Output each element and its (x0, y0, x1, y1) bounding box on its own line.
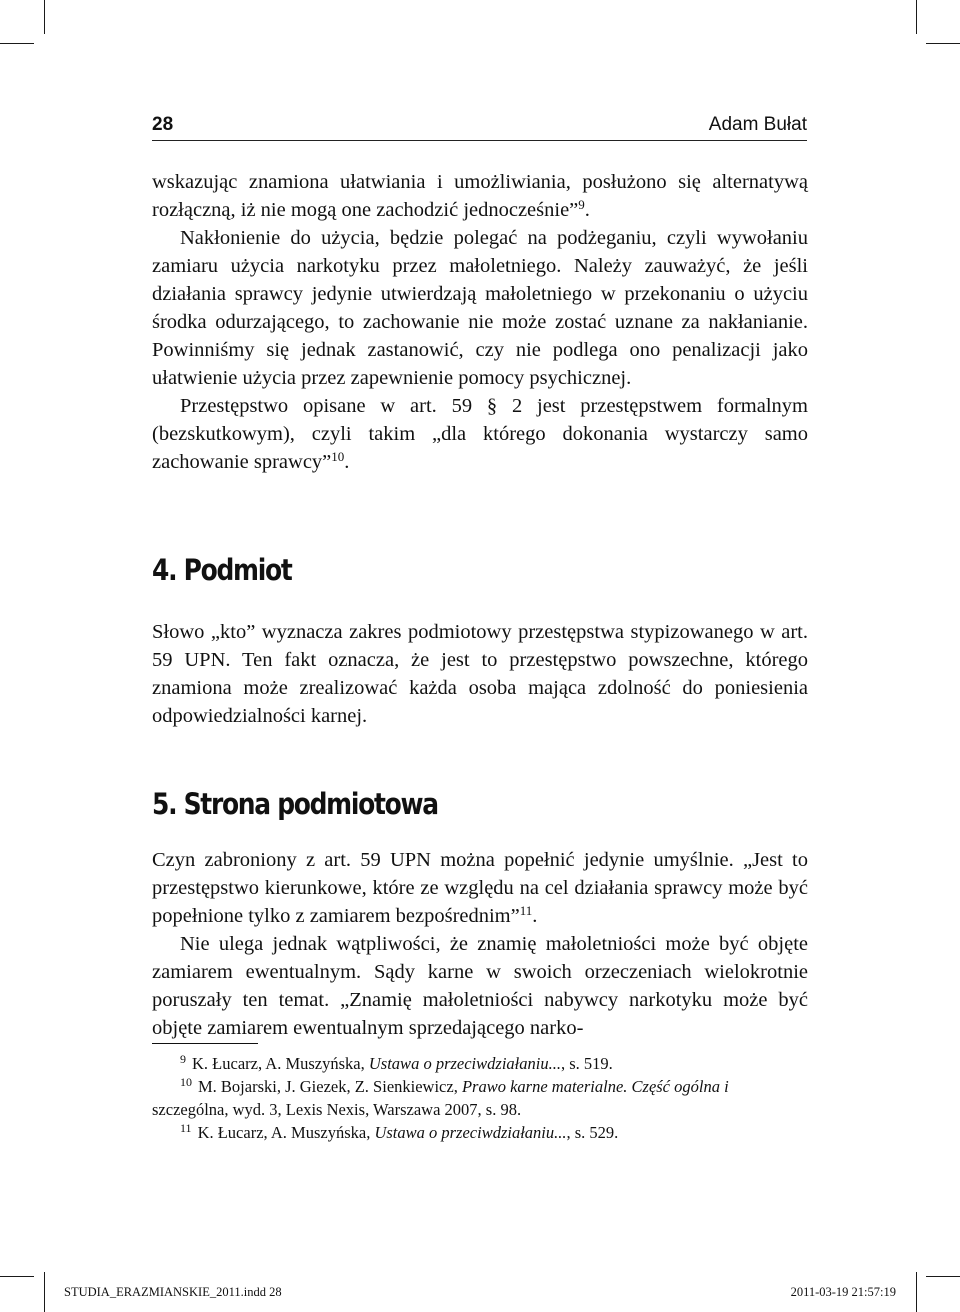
paragraph: wskazując znamiona ułatwiania i umożliwiania, posłużono się alternatywą rozłączną, iż nie mogą one zachodzić jednocześnie”$^9$. (152, 171, 808, 221)
crop-mark (916, 0, 917, 34)
section-heading: 5. Strona podmiotowa (152, 787, 438, 821)
footnote-ref: 9 (578, 197, 585, 212)
footnote-ref: 10 (331, 449, 345, 464)
body-section-4 (152, 618, 808, 730)
crop-mark (0, 43, 34, 44)
paragraph: Słowo „kto” wyznacza zakres podmiotowy przestępstwa stypizowanego w art. 59 UPN. Ten fakt oznacza, że jest to przestępstwo powszechne, którego znamiona może zrealizować każda osoba mająca zdolność do poniesienia odpowiedzialności karnej. (152, 621, 808, 727)
footnote-ref: 11 (519, 903, 533, 918)
crop-mark (926, 1276, 960, 1277)
body-section-1 (152, 168, 808, 476)
page-number: 28 (152, 114, 174, 135)
slug-filename: STUDIA_ERAZMIANSKIE_2011.indd 28 (64, 1285, 282, 1299)
paragraph: Nakłonienie do użycia, będzie polegać na podżeganiu, czyli wywołaniu zamiaru użycia narkotyku przez małoletniego. Należy zauważyć, że jeśli działania sprawcy jedynie utwierdzają małoletniego w przekonaniu o użyciu środka odurzającego, to zachowanie nie może zostać uznane za nakłanianie. Powinniśmy się jednak zastanowić, czy nie podlega ono penalizacji jako ułatwienie użycia przez zapewnienie pomocy psychicznej. (152, 227, 808, 389)
paragraph: Przestępstwo opisane w art. 59 § 2 jest przestępstwem formalnym (bezskutkowym), czyli takim „dla którego dokonania wystarczy samo zachowanie sprawcy”$^{10}$. (152, 395, 808, 473)
slug-timestamp: 2011-03-19 21:57:19 (790, 1285, 896, 1299)
footnote: $^{11}$ K. Łucarz, A. Muszyńska, Ustawa o przeciwdziałaniu..., s. 529. (180, 1121, 619, 1142)
body-section-5 (152, 846, 808, 1042)
crop-mark (44, 0, 45, 34)
running-header-author: Adam Bułat (708, 114, 807, 135)
paragraph: Nie ulega jednak wątpliwości, że znamię małoletniości może być objęte zamiarem ewentualnym. Sądy karne w swoich orzeczeniach wielokrotnie poruszały ten temat. „Znamię małoletniości nabywcy narkotyku może być objęte zamiarem ewentualnym sprzedającego narko- (152, 933, 808, 1039)
section-heading: 4. Podmiot (152, 553, 292, 587)
footnote-separator (152, 1043, 258, 1044)
paragraph: Czyn zabroniony z art. 59 UPN można popełnić jedynie umyślnie. „Jest to przestępstwo kierunkowe, które ze względu na cel działania sprawcy może być popełnione tylko z zamiarem bezpośrednim”$^{11}$. (152, 849, 808, 927)
footnote: $^{10}$ M. Bojarski, J. Giezek, Z. Sienkiewicz, Prawo karne materialne. Część ogólna i szczególna, wyd. 3, Lexis Nexis, Warszawa 2007, s. 98. (152, 1075, 729, 1119)
crop-mark (44, 1272, 45, 1312)
footnotes (152, 1052, 808, 1144)
crop-mark (926, 43, 960, 44)
footnote: $^9$ K. Łucarz, A. Muszyńska, Ustawa o przeciwdziałaniu..., s. 519. (180, 1052, 613, 1073)
crop-mark (0, 1276, 34, 1277)
running-header (152, 114, 807, 141)
crop-mark (916, 1272, 917, 1312)
